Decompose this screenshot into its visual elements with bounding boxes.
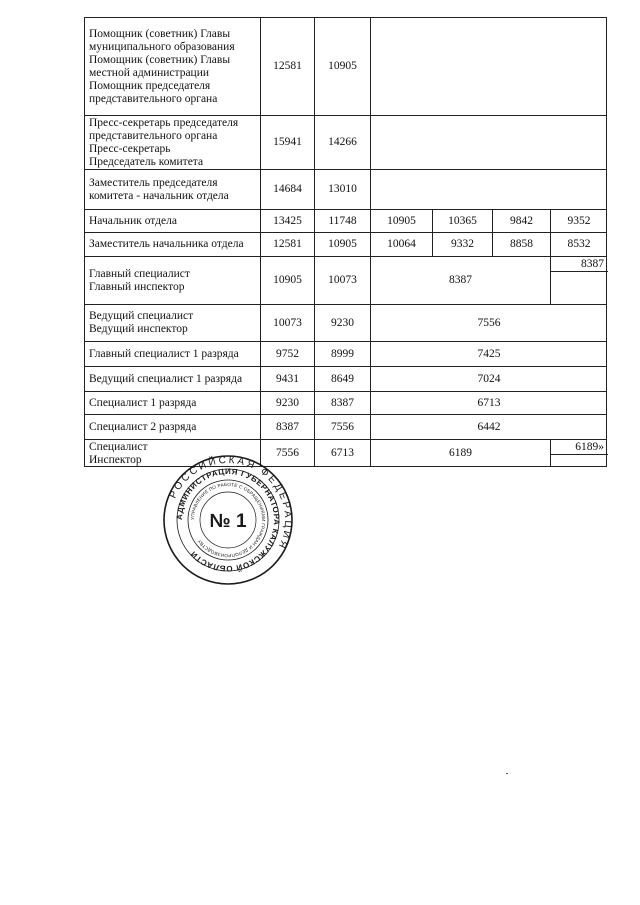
extra-salary-value: 6189» [550, 440, 608, 455]
position-title-cell [84, 304, 260, 341]
extra-column-cell [550, 256, 607, 304]
seal-outer-text: РОССИЙСКАЯ ФЕДЕРАЦИЯ [167, 454, 294, 552]
position-title-line: Заместитель председателя [89, 176, 218, 189]
salary-value-cell: 12581 [260, 17, 314, 115]
salary-value-cell: 8858 [492, 232, 550, 256]
empty-cell [370, 17, 607, 115]
position-title [89, 238, 244, 251]
salary-value-cell: 8999 [314, 341, 370, 366]
salary-value-cell: 13010 [314, 169, 370, 209]
position-title-cell [84, 209, 260, 232]
position-title-cell [84, 391, 260, 414]
position-title [89, 177, 229, 203]
position-title-cell [84, 232, 260, 256]
extra-column-cell [550, 439, 607, 467]
position-title [89, 117, 238, 169]
position-title [89, 268, 190, 294]
salary-value-cell: 12581 [260, 232, 314, 256]
position-title-line: комитета - начальник отдела [89, 189, 229, 202]
position-title-line: представительного органа [89, 92, 218, 105]
position-title-cell [84, 366, 260, 391]
merged-salary-cell: 7556 [370, 304, 607, 341]
empty-cell [370, 115, 607, 169]
position-title-line: Помощник (советник) Главы [89, 27, 231, 40]
salary-value-cell: 9332 [432, 232, 492, 256]
position-title-cell [84, 414, 260, 439]
position-title-line: Ведущий инспектор [89, 323, 188, 335]
merged-salary-cell: 6189 [370, 439, 550, 467]
position-title-line: Инспектор [89, 453, 142, 466]
salary-value-cell: 10064 [370, 232, 432, 256]
salary-value-cell: 14266 [314, 115, 370, 169]
salary-value-cell: 10365 [432, 209, 492, 232]
salary-table [84, 17, 607, 467]
extra-salary-value: 8387 [550, 257, 608, 272]
table-row [84, 341, 607, 366]
position-title-line: местной администрации [89, 66, 210, 79]
position-title-line: Начальник отдела [89, 214, 177, 227]
table-row [84, 304, 607, 341]
salary-value-cell: 9230 [314, 304, 370, 341]
position-title-cell [84, 169, 260, 209]
empty-cell [370, 169, 607, 209]
position-title-line: Специалист 2 разряда [89, 420, 197, 433]
salary-value-cell: 15941 [260, 115, 314, 169]
salary-value-cell: 9842 [492, 209, 550, 232]
merged-salary-cell: 7425 [370, 341, 607, 366]
position-title-line: Специалист 1 разряда [89, 396, 197, 409]
seal-number: № 1 [209, 511, 247, 532]
position-title [89, 28, 235, 106]
salary-value-cell: 11748 [314, 209, 370, 232]
position-title-cell [84, 115, 260, 169]
position-title-line: Помощник (советник) Главы [89, 53, 231, 66]
position-title-cell [84, 17, 260, 115]
table-row [84, 169, 607, 209]
position-title [89, 441, 147, 467]
position-title [89, 310, 193, 336]
salary-value-cell: 13425 [260, 209, 314, 232]
salary-value-cell: 10073 [314, 256, 370, 304]
position-title-line: Главный инспектор [89, 280, 185, 293]
salary-value-cell: 8649 [314, 366, 370, 391]
position-title-line: Пресс-секретарь [89, 142, 171, 155]
salary-value-cell: 14684 [260, 169, 314, 209]
salary-value-cell: 6713 [314, 439, 370, 467]
table-row [84, 115, 607, 169]
position-title-cell [84, 256, 260, 304]
seal-inner-text: УПРАВЛЕНИЕ ПО РАБОТЕ С ОБРАЩЕНИЯМИ ГРАЖДАН И ДЕЛОПРОИЗВОДСТВУ [189, 481, 267, 559]
merged-salary-cell: 7024 [370, 366, 607, 391]
position-title-cell [84, 341, 260, 366]
table-row [84, 391, 607, 414]
salary-value-cell: 8387 [314, 391, 370, 414]
position-title-line: Главный специалист [89, 267, 190, 280]
position-title-line: Ведущий специалист 1 разряда [89, 372, 243, 385]
salary-value-cell: 9230 [260, 391, 314, 414]
position-title-line: муниципального образования [89, 40, 235, 53]
position-title-line: Помощник председателя [89, 79, 211, 92]
position-title [89, 373, 242, 386]
position-title-line: Пресс-секретарь председателя [89, 116, 239, 129]
salary-value-cell: 10905 [314, 17, 370, 115]
salary-value-cell: 10905 [260, 256, 314, 304]
position-title-line: Заместитель начальника отдела [89, 238, 244, 250]
salary-value-cell: 10905 [370, 209, 432, 232]
table-row [84, 414, 607, 439]
salary-value-cell: 9352 [550, 209, 607, 232]
seal-ring-text: АДМИНИСТРАЦИЯ ГУБЕРНАТОРА КАЛУЖСКОЙ ОБЛАСТИ [174, 466, 282, 574]
position-title-line: Специалист [89, 440, 148, 453]
salary-value-cell: 9752 [260, 341, 314, 366]
salary-value-cell: 10073 [260, 304, 314, 341]
position-title [89, 421, 196, 434]
table-row [84, 366, 607, 391]
salary-value-cell: 7556 [314, 414, 370, 439]
position-title-line: Председатель комитета [89, 155, 204, 168]
salary-value-cell: 10905 [314, 232, 370, 256]
position-title [89, 348, 239, 361]
salary-value-cell: 9431 [260, 366, 314, 391]
merged-salary-cell: 6442 [370, 414, 607, 439]
merged-salary-cell: 8387 [370, 256, 550, 304]
salary-value-cell: 8387 [260, 414, 314, 439]
salary-value-cell: 8532 [550, 232, 607, 256]
position-title-line: представительного органа [89, 129, 218, 142]
speck [506, 773, 508, 774]
salary-value-cell: 7556 [260, 439, 314, 467]
table-row [84, 17, 607, 115]
position-title [89, 215, 177, 228]
table-row [84, 256, 607, 304]
merged-salary-cell: 6713 [370, 391, 607, 414]
position-title-line: Главный специалист 1 разряда [89, 347, 239, 360]
table-row [84, 209, 607, 232]
position-title-line: Ведущий специалист [89, 310, 194, 322]
official-seal-stamp [162, 454, 294, 586]
table-row [84, 232, 607, 256]
position-title [89, 397, 196, 410]
